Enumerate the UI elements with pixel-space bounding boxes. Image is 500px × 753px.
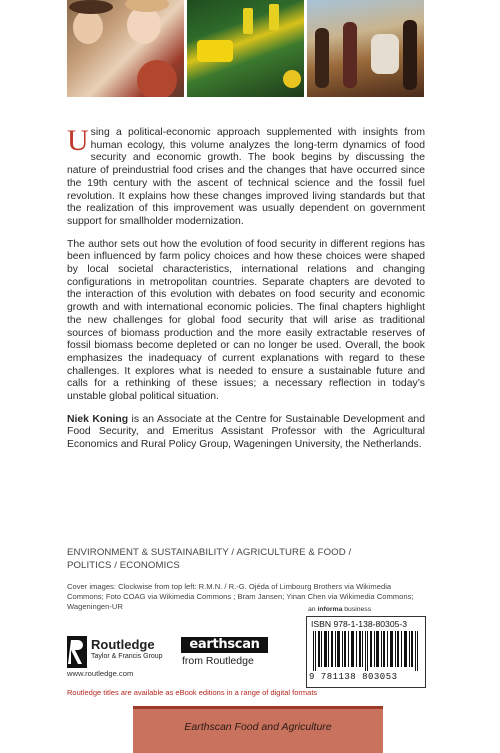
isbn-barcode-box: [306, 616, 426, 688]
subject-line-1: ENVIRONMENT & SUSTAINABILITY / AGRICULTURE & FOOD /: [67, 547, 352, 558]
earthscan-logo[interactable]: [181, 637, 268, 671]
informa-business-label: [308, 606, 371, 613]
informa-prefix: an: [308, 606, 318, 613]
barcode-icon: [311, 631, 421, 671]
subject-categories: [67, 547, 425, 572]
routledge-name: Routledge: [91, 637, 155, 652]
ebook-availability-note: Routledge titles are available as eBook editions in a range of digital formats: [67, 688, 318, 697]
photo-protest-crowd: [187, 0, 304, 97]
author-bio-text: is an Associate at the Centre for Sustainable Development and Food Security, and Emeritus Assistant Professor with the Agricultural Economics and Rural Policy Group, Wageningen University, the Netherlands.: [67, 413, 425, 451]
drop-cap-letter: U: [67, 124, 89, 157]
author-bio: [67, 414, 425, 452]
blurb-paragraph-1-text: sing a political-economic approach supplemented with insights from human ecology, this volume analyzes the long-term dynamics of food security and economic growth. The book begins by discussing the nature of preindustrial food crises and the changes that have occurred since the 19th century with the ascent of technical science and the fossil fuel revolution. It explains how these changes improved living standards but that the realization of this improvement was usually dependent on government support for smallholder modernization.: [67, 127, 425, 227]
subject-line-2: POLITICS / ECONOMICS: [67, 559, 180, 571]
barcode-digits: 9 781138 803053: [309, 672, 398, 682]
author-name: Niek Koning: [67, 413, 129, 425]
back-cover-blurb: [67, 124, 425, 462]
cover-image-credits: Cover images: Clockwise from top left: R.M.N. / R.-G. Ojéda of Limbourg Brothers via Wikimedia Commons; Foto COAG via Wikimedia Commons ; Bram Jansen; Yinan Chen via Wikimedia Commons; Wageningen-UR: [67, 582, 414, 611]
informa-suffix: business: [342, 606, 372, 613]
series-banner: [133, 706, 383, 753]
earthscan-wordmark: earthscan: [181, 637, 268, 653]
blurb-paragraph-1: [67, 124, 425, 229]
informa-brand: informa: [317, 606, 343, 613]
photo-dry-landscape: [307, 0, 424, 97]
isbn-label: ISBN 978-1-138-80305-3: [311, 619, 408, 629]
routledge-group: Taylor & Francis Group: [91, 653, 163, 660]
earthscan-from-routledge: from Routledge: [182, 655, 254, 667]
cover-photo-strip: [67, 0, 424, 97]
routledge-logo[interactable]: [67, 636, 177, 668]
blurb-paragraph-2: The author sets out how the evolution of food security in different regions has been influenced by farm policy choices and how these choices were shaped by local societal characteristics, international relations and changing configurations in metropolitan countries. Separate chapters are devoted to the interaction of this evolution with debates on food security and economic growth and with international economic policies. The final chapters highlight the new challenges for global food security that will arise as traditional sources of biomass production and the more easily extractable reserves of fossil biomass become depleted or can no longer be used. Overall, the book emphasizes the inadequacy of current explanations with regard to these challenges. It explores what is needed to ensure a sustainable future and calls for a rethinking of these issues; a necessary reflection in today’s unstable global political situation.: [67, 238, 425, 403]
publisher-url[interactable]: www.routledge.com: [67, 669, 134, 678]
series-title: Earthscan Food and Agriculture: [184, 721, 332, 733]
photo-girls-eating: [67, 0, 184, 97]
routledge-emblem-icon: [67, 636, 87, 668]
